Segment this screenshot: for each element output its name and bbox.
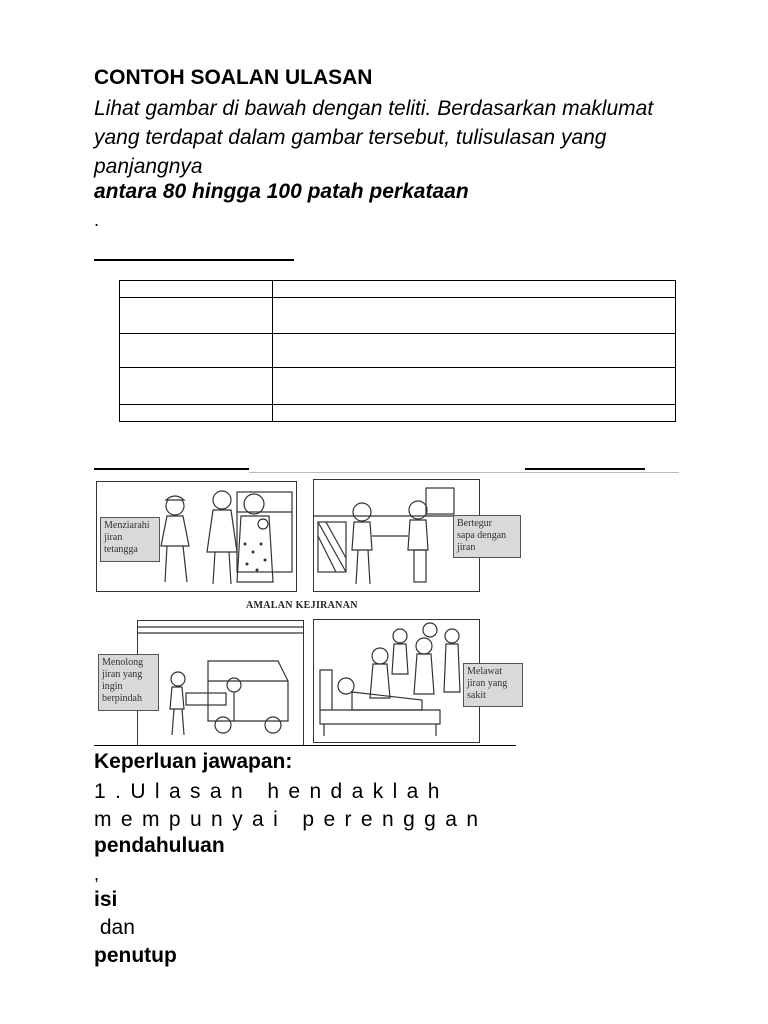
divider-line: [94, 259, 294, 261]
divider-line: [94, 745, 516, 746]
instruction-text: Lihat gambar di bawah dengan teliti. Berdasarkan maklumat yang terdapat dalam gambar tersebut, tulisulasan yang panjangnya: [94, 97, 654, 178]
illustration-title: AMALAN KEJIRANAN: [246, 600, 358, 611]
term-penutup: penutup: [94, 944, 177, 967]
word-count-requirement: antara 80 hingga 100 patah perkataan: [94, 180, 469, 203]
blank-table: [119, 280, 676, 422]
table-row: [120, 298, 676, 334]
caption-visit: Menziarahi jiran tetangga: [100, 517, 160, 562]
table-row: [120, 368, 676, 405]
comma-separator: ,: [94, 864, 100, 884]
cartoon-moving-illustration: [138, 621, 303, 745]
requirements-heading: Keperluan jawapan:: [94, 750, 293, 773]
page-title: CONTOH SOALAN ULASAN: [94, 66, 373, 89]
caption-greeting: Bertegur sapa dengan jiran: [453, 515, 521, 558]
caption-visiting-sick: Melawat jiran yang sakit: [463, 663, 523, 707]
divider-line: [94, 468, 249, 470]
table-row: [120, 405, 676, 422]
conjunction-dan: dan: [94, 916, 135, 939]
term-isi: isi: [94, 888, 118, 911]
stray-dot: .: [94, 210, 100, 230]
cartoon-hospital-illustration: [314, 620, 479, 742]
table-row: [120, 281, 676, 298]
caption-helping-move: Menolong jiran yang ingin berpindah: [98, 654, 159, 711]
faint-line: [249, 472, 679, 473]
panel-helping-move: [137, 620, 304, 746]
panel-visiting-sick: [313, 619, 480, 743]
table-row: [120, 334, 676, 368]
requirement-item-1: 1.Ulasan hendaklah mempunyai perenggan: [94, 780, 488, 831]
divider-line: [525, 468, 645, 470]
term-pendahuluan: pendahuluan: [94, 834, 225, 857]
